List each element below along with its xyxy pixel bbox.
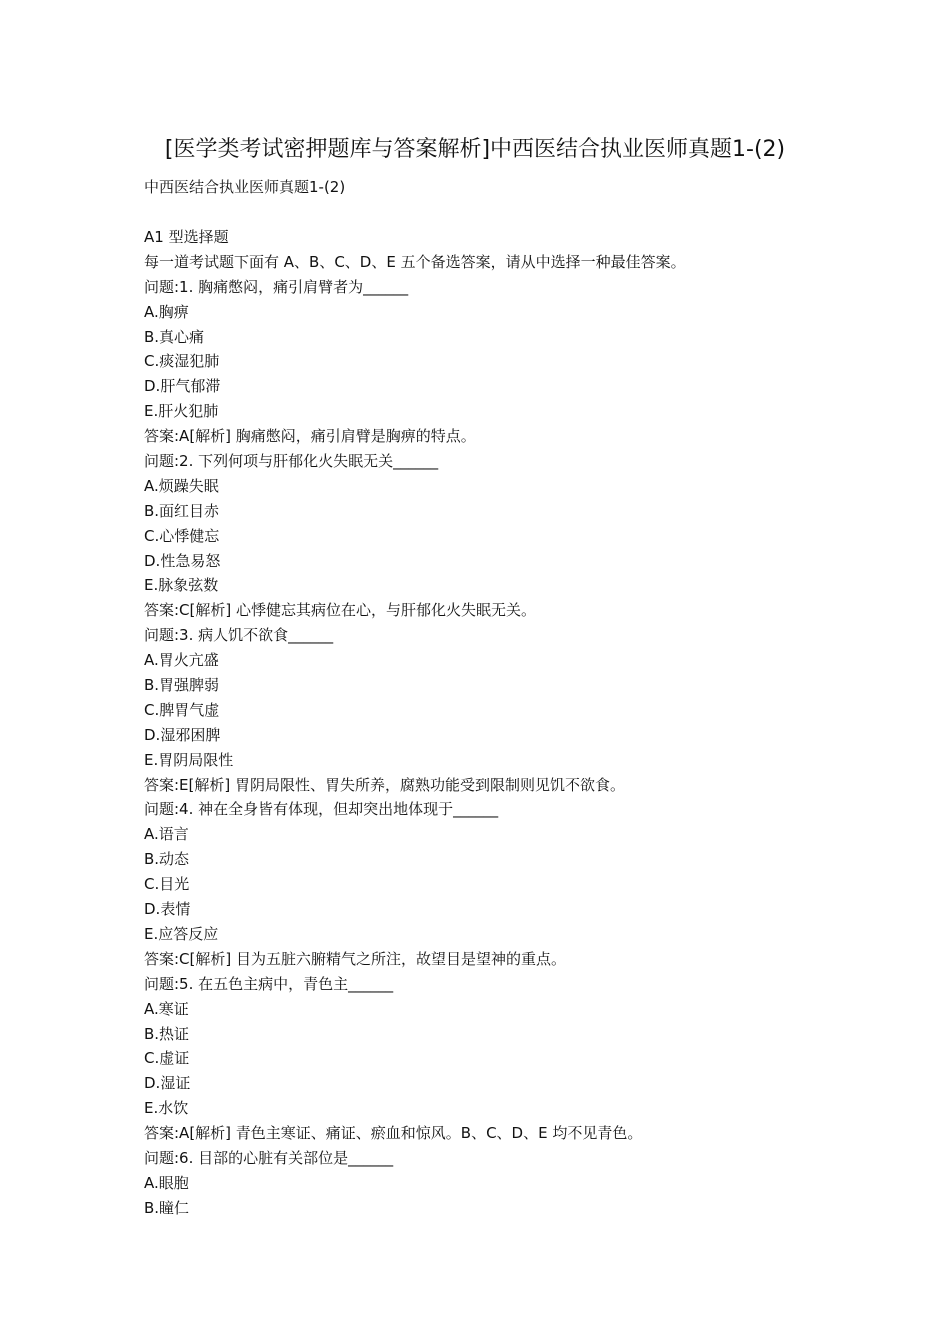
page-title: [医学类考试密押题库与答案解析]中西医结合执业医师真题1-(2) [164,137,786,162]
question-text: 问题:2. 下列何项与肝郁化火失眠无关______ [144,452,439,471]
question-block [144,797,844,971]
answer-option: B.瞳仁 [144,1198,190,1217]
question-text: 问题:6. 目部的心脏有关部位是______ [144,1148,394,1167]
answer-option: B.热证 [144,1024,190,1043]
question-text: 问题:5. 在五色主病中，青色主______ [144,974,394,993]
question-text: 问题:3. 病人饥不欲食______ [144,626,334,645]
answer-option: C.目光 [144,875,190,894]
answer-explanation: 答案:E[解析] 胃阴局限性、胃失所养，腐熟功能受到限制则见饥不欲食。 [144,775,626,794]
answer-explanation: 答案:C[解析] 心悸健忘其病位在心，与肝郁化火失眠无关。 [144,601,537,620]
answer-option: B.面红目赤 [144,501,220,520]
answer-option: A.语言 [144,825,189,844]
answer-option: C.痰湿犯肺 [144,352,220,371]
answer-option: A.胃火亢盛 [144,651,219,670]
answer-option: E.脉象弦数 [144,576,219,595]
answer-option: C.虚证 [144,1049,190,1068]
answer-option: D.性急易怒 [144,551,221,570]
question-block [144,275,844,449]
question-block [144,972,844,1146]
answer-option: A.烦躁失眠 [144,476,219,495]
section-title: A1 型选择题 [144,228,229,246]
instructions: 每一道考试题下面有 A、B、C、D、E 五个备选答案，请从中选择一种最佳答案。 [144,252,686,271]
answer-option: A.眼胞 [144,1173,189,1192]
question-text: 问题:1. 胸痛憋闷，痛引肩臂者为______ [144,277,409,296]
answer-option: C.心悸健忘 [144,526,220,545]
question-block [144,623,844,797]
question-list [144,275,844,1221]
page-subtitle: 中西医结合执业医师真题1-(2) [144,178,346,196]
answer-option: D.表情 [144,900,191,919]
question-block [144,449,844,623]
question-text: 问题:4. 神在全身皆有体现，但却突出地体现于______ [144,800,499,819]
answer-option: E.应答反应 [144,924,219,943]
question-block [144,1146,844,1221]
answer-option: E.水饮 [144,1099,189,1118]
answer-option: C.脾胃气虚 [144,700,220,719]
answer-option: E.肝火犯肺 [144,402,219,421]
answer-option: B.胃强脾弱 [144,676,220,695]
answer-explanation: 答案:A[解析] 胸痛憋闷，痛引肩臂是胸痹的特点。 [144,427,476,446]
answer-option: D.肝气郁滞 [144,377,221,396]
answer-option: E.胃阴局限性 [144,750,234,769]
answer-option: B.真心痛 [144,327,205,346]
answer-explanation: 答案:C[解析] 目为五脏六腑精气之所注，故望目是望神的重点。 [144,949,567,968]
document-body [144,225,844,1221]
answer-option: A.胸痹 [144,302,189,321]
answer-explanation: 答案:A[解析] 青色主寒证、痛证、瘀血和惊风。B、C、D、E 均不见青色。 [144,1124,643,1143]
answer-option: B.动态 [144,850,190,869]
answer-option: D.湿邪困脾 [144,725,221,744]
answer-option: D.湿证 [144,1074,191,1093]
answer-option: A.寒证 [144,999,189,1018]
